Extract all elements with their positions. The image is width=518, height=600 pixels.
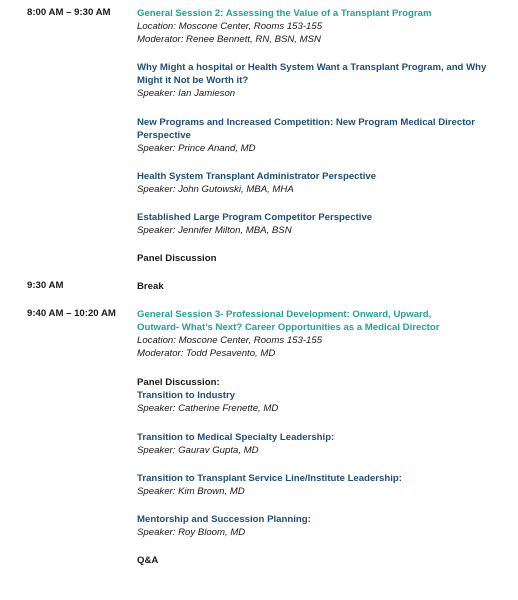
talk-title: Why Might a hospital or Health System Want a Transplant Program, and Why bbox=[137, 62, 487, 73]
talk-title: Perspective bbox=[137, 130, 191, 141]
session-time: 9:30 AM bbox=[27, 280, 64, 291]
talk-title: Mentorship and Succession Planning: bbox=[137, 514, 311, 525]
talk-title: Transition to Industry bbox=[137, 390, 236, 401]
session-title: Outward- What’s Next? Career Opportunities as a Medical Director bbox=[137, 322, 440, 333]
talk-title: Transition to Transplant Service Line/Institute Leadership: bbox=[137, 473, 402, 484]
session-content bbox=[137, 7, 507, 46]
talk-title: Established Large Program Competitor Perspective bbox=[137, 212, 373, 223]
session-moderator: Moderator: Todd Pesavento, MD bbox=[137, 348, 276, 359]
talk-speaker: Speaker: Ian Jamieson bbox=[137, 88, 236, 99]
talk-title: Transition to Medical Specialty Leadership: bbox=[137, 432, 335, 443]
talk-speaker: Speaker: Gaurav Gupta, MD bbox=[137, 445, 259, 456]
panel-label: Panel Discussion bbox=[137, 253, 217, 264]
break-label: Break bbox=[137, 281, 164, 292]
talk-title: New Programs and Increased Competition: New Program Medical Director bbox=[137, 117, 475, 128]
talk-speaker: Speaker: John Gutowski, MBA, MHA bbox=[137, 184, 294, 195]
session-title: General Session 2: Assessing the Value of a Transplant Program bbox=[137, 8, 432, 19]
talk-title: Might it Not be Worth it? bbox=[137, 75, 249, 86]
session-time: 9:40 AM – 10:20 AM bbox=[27, 308, 116, 319]
talk-speaker: Speaker: Catherine Frenette, MD bbox=[137, 403, 279, 414]
talk-speaker: Speaker: Prince Anand, MD bbox=[137, 143, 256, 154]
session-content bbox=[137, 308, 507, 360]
session-location: Location: Moscone Center, Rooms 153-155 bbox=[137, 21, 323, 32]
session-moderator: Moderator: Renee Bennett, RN, BSN, MSN bbox=[137, 34, 321, 45]
talk-speaker: Speaker: Jennifer Milton, MBA, BSN bbox=[137, 225, 292, 236]
talk-title: Health System Transplant Administrator Perspective bbox=[137, 171, 377, 182]
talk-speaker: Speaker: Kim Brown, MD bbox=[137, 486, 245, 497]
session-title: General Session 3- Professional Development: Onward, Upward, bbox=[137, 309, 432, 320]
talk-speaker: Speaker: Roy Bloom, MD bbox=[137, 527, 246, 538]
qa-label: Q&A bbox=[137, 555, 159, 566]
panel-label: Panel Discussion: bbox=[137, 377, 220, 388]
session-location: Location: Moscone Center, Rooms 153-155 bbox=[137, 335, 323, 346]
session-time: 8:00 AM – 9:30 AM bbox=[27, 7, 111, 18]
